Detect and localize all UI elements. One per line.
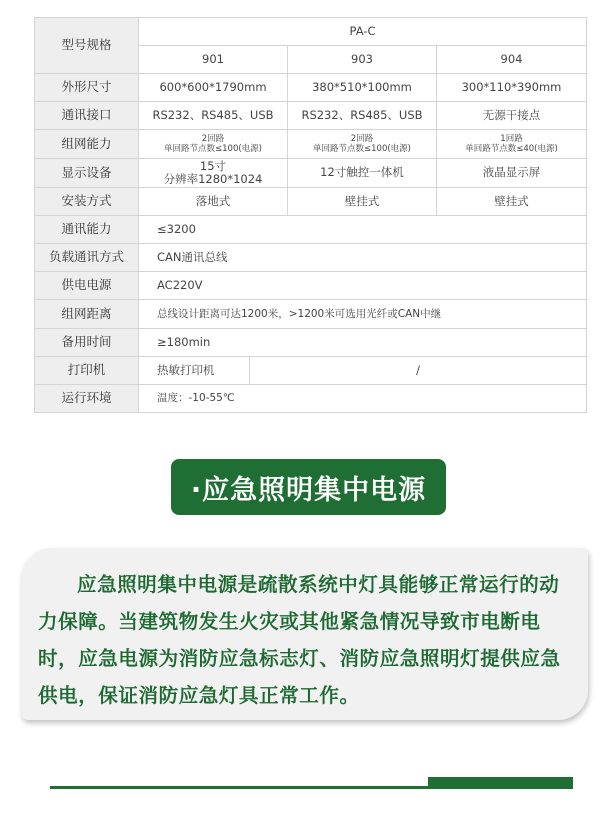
row-label: 组网距离 (35, 300, 139, 329)
table-cell: CAN通讯总线 (139, 244, 587, 272)
table-cell: ≥180min (139, 329, 587, 357)
table-cell: 300*110*390mm (437, 74, 587, 102)
table-cell: RS232、RS485、USB (288, 102, 437, 130)
table-row (35, 300, 587, 329)
table-row (35, 357, 587, 385)
cell-line: 2回路 (201, 133, 225, 144)
table-cell (288, 130, 437, 159)
row-label: 通讯能力 (35, 216, 139, 244)
model-name: PA-C (139, 18, 587, 46)
table-row (35, 216, 587, 244)
table-cell (139, 159, 288, 188)
cell-line: 单回路节点数≤100(电源) (164, 144, 262, 154)
description-text: 应急照明集中电源是疏散系统中灯具能够正常运行的动力保障。当建筑物发生火灾或其他紧急情况导致市电断电时，应急电源为消防应急标志灯、消防应急照明灯提供应急供电，保证消防应急灯具正常工作。 (38, 573, 561, 707)
section-title-banner (171, 459, 446, 515)
table-cell: 600*600*1790mm (139, 74, 288, 102)
table-row (35, 272, 587, 300)
table-cell: 落地式 (139, 188, 288, 216)
table-row (35, 188, 587, 216)
row-label: 供电电源 (35, 272, 139, 300)
table-row (35, 329, 587, 357)
cell-line: 2回路 (350, 133, 374, 144)
table-row (35, 74, 587, 102)
table-cell: AC220V (139, 272, 587, 300)
table-cell (437, 130, 587, 159)
row-label: 通讯接口 (35, 102, 139, 130)
model-label: 型号规格 (35, 18, 139, 74)
row-label: 组网能力 (35, 130, 139, 159)
section-title: ·应急照明集中电源 (190, 474, 427, 506)
cell-line: 单回路节点数≤100(电源) (313, 144, 411, 154)
model-901: 901 (139, 46, 288, 74)
row-label: 运行环境 (35, 385, 139, 413)
table-row (35, 159, 587, 188)
table-cell: RS232、RS485、USB (139, 102, 288, 130)
row-label: 打印机 (35, 357, 139, 385)
table-cell (139, 130, 288, 159)
table-row (35, 385, 587, 413)
table-cell: 12寸触控一体机 (288, 159, 437, 188)
table-cell: 无源干接点 (437, 102, 587, 130)
table-cell: ≤3200 (139, 216, 587, 244)
table-cell: 液晶显示屏 (437, 159, 587, 188)
table-cell: 热敏打印机 (139, 357, 250, 385)
table-row (35, 130, 587, 159)
row-label: 外形尺寸 (35, 74, 139, 102)
model-903: 903 (288, 46, 437, 74)
model-904: 904 (437, 46, 587, 74)
row-label: 备用时间 (35, 329, 139, 357)
row-label: 负载通讯方式 (35, 244, 139, 272)
table-cell: 总线设计距离可达1200米，>1200米可选用光纤或CAN中继 (139, 300, 587, 329)
table-cell: 壁挂式 (288, 188, 437, 216)
model-header-row (35, 18, 587, 46)
table-cell: 壁挂式 (437, 188, 587, 216)
table-cell: 温度：-10-55℃ (139, 385, 587, 413)
cell-line: 15寸 (199, 158, 227, 173)
cell-line: 单回路节点数≤40(电源) (465, 144, 558, 154)
table-row (35, 102, 587, 130)
cell-line: 1回路 (500, 133, 523, 144)
footer-accent-block (428, 777, 573, 789)
table-cell: / (250, 357, 587, 385)
table-row (35, 244, 587, 272)
table-cell: 380*510*100mm (288, 74, 437, 102)
cell-line: 分辨率1280*1024 (163, 172, 263, 186)
row-label: 安装方式 (35, 188, 139, 216)
row-label: 显示设备 (35, 159, 139, 188)
spec-table (34, 17, 587, 413)
